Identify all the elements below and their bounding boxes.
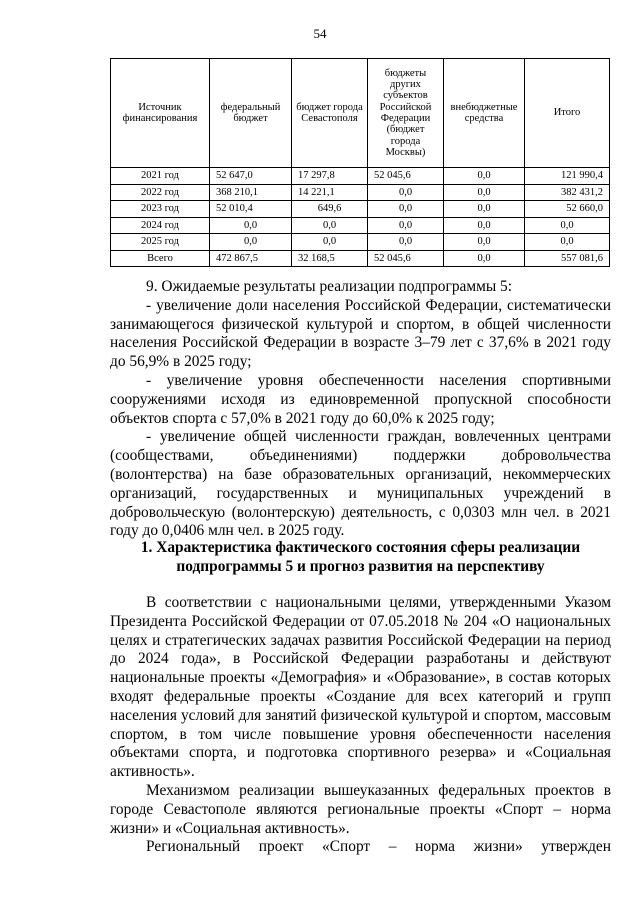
- table-cell: 382 431,2: [525, 184, 610, 201]
- header-city: бюджет города Севастополя: [292, 59, 368, 168]
- body-paragraph: В соответствии с национальными целями, утвержденными Указом Президента Российской Федерации от 07.05.2018 № 204 «О национальных целях и стратегических задачах развития Российской Федерации на период до 2024 года», в Российской Федерации разработаны и действуют национальные проекты «Демография» и «Образование», в состав которых входят федеральные проекты «Создание для всех категорий и групп населения условий для занятий физической культурой и спортом, массовым спортом, в том числе повышение уровня обеспеченности населения объектами спорта, и подготовка спортивного резерва» и «Социальная активность».: [110, 594, 611, 781]
- table-cell: 0,0: [444, 234, 525, 251]
- table-cell: 0,0: [292, 234, 368, 251]
- table-cell: 14 221,1: [292, 184, 368, 201]
- table-cell: Всего: [111, 250, 210, 267]
- table-cell: 0,0: [444, 217, 525, 234]
- table-row: [111, 201, 610, 218]
- table-cell: 17 297,8: [292, 168, 368, 185]
- table-row-total: [111, 250, 610, 267]
- table-cell: 0,0: [368, 201, 444, 218]
- section-1-heading: [110, 539, 611, 577]
- section-9: [110, 278, 611, 541]
- table-cell: 368 210,1: [210, 184, 292, 201]
- body-paragraph: Механизмом реализации вышеуказанных федеральных проектов в городе Севастополе являются региональные проекты «Спорт – норма жизни» и «Социальная активность».: [110, 781, 611, 837]
- table-cell: 0,0: [444, 201, 525, 218]
- table-cell: 0,0: [368, 217, 444, 234]
- body-paragraph: Региональный проект «Спорт – норма жизни» утвержден: [146, 838, 611, 856]
- table-cell: 2024 год: [111, 217, 210, 234]
- table-cell: 2025 год: [111, 234, 210, 251]
- header-source: Источник финансирования: [111, 59, 210, 168]
- table-cell: 0,0: [525, 217, 610, 234]
- table-cell: 52 045,6: [368, 250, 444, 267]
- table-cell: 121 990,4: [525, 168, 610, 185]
- table-cell: 2021 год: [111, 168, 210, 185]
- table-cell: 52 660,0: [525, 201, 610, 218]
- table-cell: 32 168,5: [292, 250, 368, 267]
- table-row: [111, 168, 610, 185]
- table-row: [111, 184, 610, 201]
- table-row: [111, 217, 610, 234]
- header-other-subjects: бюджеты других субъектов Российской Федерации (бюджет города Москвы): [368, 59, 444, 168]
- table-cell: 52 647,0: [210, 168, 292, 185]
- table-cell: 0,0: [444, 250, 525, 267]
- table-cell: 0,0: [444, 184, 525, 201]
- header-federal: федеральный бюджет: [210, 59, 292, 168]
- section-9-heading: 9. Ожидаемые результаты реализации подпрограммы 5:: [146, 278, 512, 295]
- result-item: - увеличение уровня обеспеченности населения спортивными сооружениями исходя из единовременной пропускной способности объектов спорта с 57,0% в 2021 году до 60,0% к 2025 году;: [110, 371, 611, 427]
- funding-table: [110, 58, 610, 267]
- table-cell: 472 867,5: [210, 250, 292, 267]
- table-header-row: [111, 59, 610, 168]
- table-cell: 0,0: [525, 234, 610, 251]
- table-cell: 557 081,6: [525, 250, 610, 267]
- table-cell: 0,0: [368, 184, 444, 201]
- table-cell: 0,0: [368, 234, 444, 251]
- result-item: - увеличение общей численности граждан, вовлеченных центрами (сообществами, объединениями) поддержки добровольчества (волонтерства) на базе образовательных организаций, некоммерческих организаций, государственных и муниципальных учреждений в добровольческую (волонтерскую) деятельность, с 0,0303 млн чел. в 2021 году до 0,0406 млн чел. в 2025 году.: [110, 428, 611, 540]
- table-cell: 649,6: [292, 201, 368, 218]
- table-cell: 0,0: [210, 217, 292, 234]
- page-number: 54: [313, 26, 327, 41]
- table-cell: 0,0: [444, 168, 525, 185]
- result-item: - увеличение доли населения Российской Федерации, систематически занимающегося физической культурой и спортом, в общей численности населения Российской Федерации в возрасте 3–79 лет с 37,6% в 2021 году до 56,9% в 2025 году;: [110, 296, 611, 371]
- table-cell: 2022 год: [111, 184, 210, 201]
- table-cell: 0,0: [292, 217, 368, 234]
- header-extrabudgetary: внебюджетные средства: [444, 59, 525, 168]
- table-cell: 0,0: [210, 234, 292, 251]
- section-heading-line: подпрограммы 5 и прогноз развития на перспективу: [176, 557, 545, 575]
- table-row: [111, 234, 610, 251]
- section-1-body: [110, 594, 611, 857]
- table-cell: 2023 год: [111, 201, 210, 218]
- section-heading-line: 1. Характеристика фактического состояния сферы реализации: [140, 539, 581, 556]
- header-total: Итого: [525, 59, 610, 168]
- table-cell: 52 010,4: [210, 201, 292, 218]
- table-cell: 52 045,6: [368, 168, 444, 185]
